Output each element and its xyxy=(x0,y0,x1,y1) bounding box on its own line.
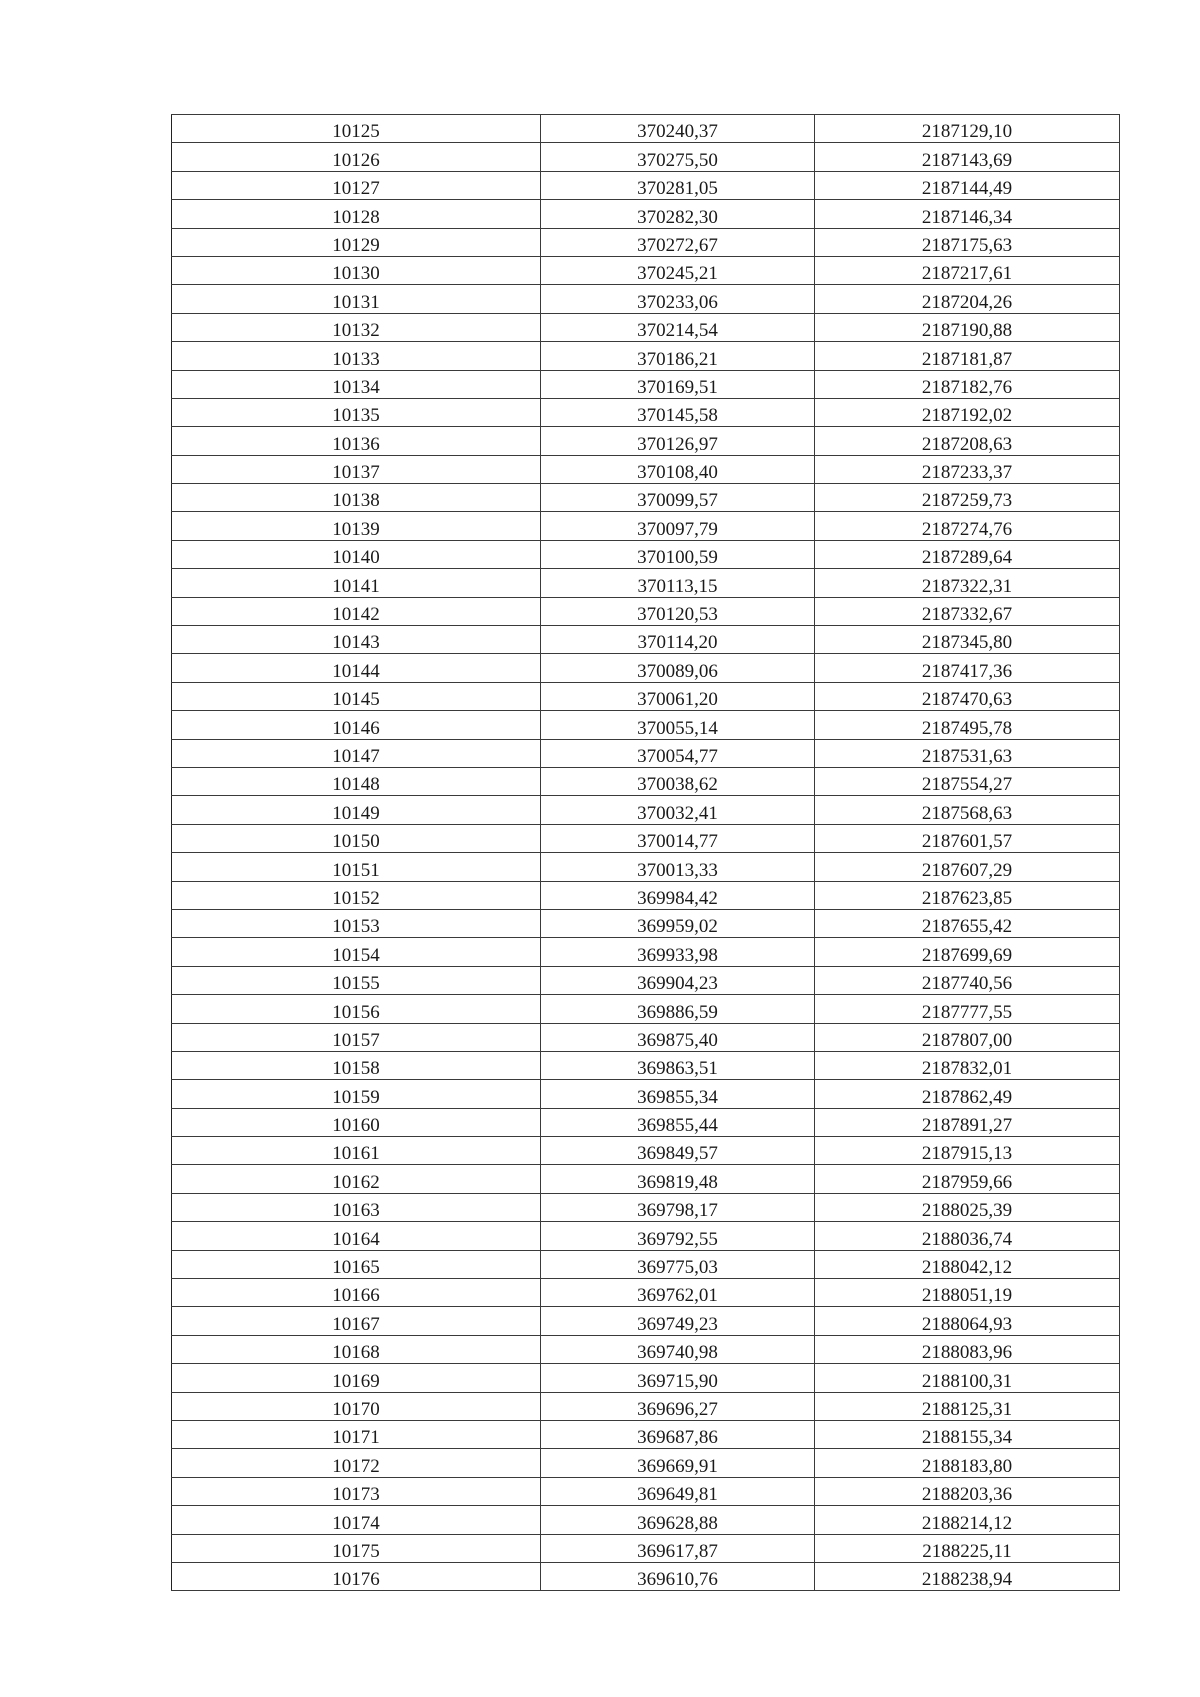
table-row xyxy=(172,1307,1120,1335)
point-number-cell: 10148 xyxy=(172,767,541,795)
y-coordinate-cell: 2188125,31 xyxy=(815,1392,1120,1420)
point-number-cell: 10135 xyxy=(172,398,541,426)
point-number-cell: 10162 xyxy=(172,1165,541,1193)
y-coordinate-cell: 2187554,27 xyxy=(815,767,1120,795)
table-row xyxy=(172,1108,1120,1136)
x-coordinate-cell: 370054,77 xyxy=(541,739,815,767)
y-coordinate-cell: 2187891,27 xyxy=(815,1108,1120,1136)
y-coordinate-cell: 2187832,01 xyxy=(815,1051,1120,1079)
table-row xyxy=(172,313,1120,341)
point-number-cell: 10145 xyxy=(172,682,541,710)
table-row xyxy=(172,995,1120,1023)
point-number-cell: 10165 xyxy=(172,1250,541,1278)
table-row xyxy=(172,1335,1120,1363)
point-number-cell: 10127 xyxy=(172,171,541,199)
table-row xyxy=(172,512,1120,540)
y-coordinate-cell: 2188051,19 xyxy=(815,1279,1120,1307)
x-coordinate-cell: 370186,21 xyxy=(541,342,815,370)
table-row xyxy=(172,1562,1120,1590)
point-number-cell: 10170 xyxy=(172,1392,541,1420)
x-coordinate-cell: 369855,44 xyxy=(541,1108,815,1136)
point-number-cell: 10155 xyxy=(172,966,541,994)
x-coordinate-cell: 370120,53 xyxy=(541,597,815,625)
table-row xyxy=(172,398,1120,426)
x-coordinate-cell: 370013,33 xyxy=(541,853,815,881)
y-coordinate-cell: 2187959,66 xyxy=(815,1165,1120,1193)
point-number-cell: 10175 xyxy=(172,1534,541,1562)
table-row xyxy=(172,540,1120,568)
y-coordinate-cell: 2187568,63 xyxy=(815,796,1120,824)
point-number-cell: 10132 xyxy=(172,313,541,341)
table-row xyxy=(172,909,1120,937)
point-number-cell: 10151 xyxy=(172,853,541,881)
point-number-cell: 10156 xyxy=(172,995,541,1023)
point-number-cell: 10157 xyxy=(172,1023,541,1051)
coordinate-table xyxy=(171,114,1120,1591)
point-number-cell: 10125 xyxy=(172,115,541,143)
table-row xyxy=(172,1222,1120,1250)
x-coordinate-cell: 369792,55 xyxy=(541,1222,815,1250)
coordinate-table-body xyxy=(172,115,1120,1591)
point-number-cell: 10174 xyxy=(172,1506,541,1534)
point-number-cell: 10130 xyxy=(172,256,541,284)
table-row xyxy=(172,1279,1120,1307)
point-number-cell: 10147 xyxy=(172,739,541,767)
y-coordinate-cell: 2187495,78 xyxy=(815,711,1120,739)
table-row xyxy=(172,285,1120,313)
table-row xyxy=(172,654,1120,682)
table-row xyxy=(172,115,1120,143)
table-row xyxy=(172,228,1120,256)
x-coordinate-cell: 370100,59 xyxy=(541,540,815,568)
point-number-cell: 10161 xyxy=(172,1137,541,1165)
table-row xyxy=(172,1165,1120,1193)
point-number-cell: 10141 xyxy=(172,569,541,597)
point-number-cell: 10167 xyxy=(172,1307,541,1335)
x-coordinate-cell: 370281,05 xyxy=(541,171,815,199)
x-coordinate-cell: 369696,27 xyxy=(541,1392,815,1420)
y-coordinate-cell: 2187129,10 xyxy=(815,115,1120,143)
y-coordinate-cell: 2187699,69 xyxy=(815,938,1120,966)
point-number-cell: 10172 xyxy=(172,1449,541,1477)
x-coordinate-cell: 369749,23 xyxy=(541,1307,815,1335)
point-number-cell: 10173 xyxy=(172,1477,541,1505)
x-coordinate-cell: 370114,20 xyxy=(541,626,815,654)
table-row xyxy=(172,200,1120,228)
point-number-cell: 10143 xyxy=(172,626,541,654)
x-coordinate-cell: 369669,91 xyxy=(541,1449,815,1477)
table-row xyxy=(172,256,1120,284)
x-coordinate-cell: 369687,86 xyxy=(541,1420,815,1448)
point-number-cell: 10166 xyxy=(172,1279,541,1307)
x-coordinate-cell: 369610,76 xyxy=(541,1562,815,1590)
table-row xyxy=(172,767,1120,795)
point-number-cell: 10159 xyxy=(172,1080,541,1108)
y-coordinate-cell: 2187175,63 xyxy=(815,228,1120,256)
y-coordinate-cell: 2188036,74 xyxy=(815,1222,1120,1250)
y-coordinate-cell: 2187192,02 xyxy=(815,398,1120,426)
x-coordinate-cell: 369849,57 xyxy=(541,1137,815,1165)
table-row xyxy=(172,626,1120,654)
point-number-cell: 10133 xyxy=(172,342,541,370)
y-coordinate-cell: 2188064,93 xyxy=(815,1307,1120,1335)
x-coordinate-cell: 369775,03 xyxy=(541,1250,815,1278)
table-row xyxy=(172,682,1120,710)
point-number-cell: 10137 xyxy=(172,455,541,483)
table-row xyxy=(172,569,1120,597)
x-coordinate-cell: 370014,77 xyxy=(541,824,815,852)
table-row xyxy=(172,966,1120,994)
x-coordinate-cell: 369628,88 xyxy=(541,1506,815,1534)
x-coordinate-cell: 369984,42 xyxy=(541,881,815,909)
point-number-cell: 10168 xyxy=(172,1335,541,1363)
y-coordinate-cell: 2187190,88 xyxy=(815,313,1120,341)
y-coordinate-cell: 2187182,76 xyxy=(815,370,1120,398)
y-coordinate-cell: 2188225,11 xyxy=(815,1534,1120,1562)
x-coordinate-cell: 370233,06 xyxy=(541,285,815,313)
y-coordinate-cell: 2188100,31 xyxy=(815,1364,1120,1392)
y-coordinate-cell: 2188214,12 xyxy=(815,1506,1120,1534)
x-coordinate-cell: 369649,81 xyxy=(541,1477,815,1505)
table-row xyxy=(172,824,1120,852)
x-coordinate-cell: 370097,79 xyxy=(541,512,815,540)
y-coordinate-cell: 2187623,85 xyxy=(815,881,1120,909)
y-coordinate-cell: 2187807,00 xyxy=(815,1023,1120,1051)
y-coordinate-cell: 2188042,12 xyxy=(815,1250,1120,1278)
point-number-cell: 10140 xyxy=(172,540,541,568)
table-row xyxy=(172,455,1120,483)
x-coordinate-cell: 370055,14 xyxy=(541,711,815,739)
x-coordinate-cell: 369886,59 xyxy=(541,995,815,1023)
x-coordinate-cell: 370108,40 xyxy=(541,455,815,483)
x-coordinate-cell: 370145,58 xyxy=(541,398,815,426)
table-row xyxy=(172,1137,1120,1165)
y-coordinate-cell: 2187345,80 xyxy=(815,626,1120,654)
y-coordinate-cell: 2187322,31 xyxy=(815,569,1120,597)
point-number-cell: 10152 xyxy=(172,881,541,909)
point-number-cell: 10158 xyxy=(172,1051,541,1079)
y-coordinate-cell: 2187181,87 xyxy=(815,342,1120,370)
table-row xyxy=(172,370,1120,398)
x-coordinate-cell: 370113,15 xyxy=(541,569,815,597)
x-coordinate-cell: 369863,51 xyxy=(541,1051,815,1079)
table-row xyxy=(172,597,1120,625)
x-coordinate-cell: 370099,57 xyxy=(541,484,815,512)
table-row xyxy=(172,1449,1120,1477)
x-coordinate-cell: 369798,17 xyxy=(541,1193,815,1221)
point-number-cell: 10171 xyxy=(172,1420,541,1448)
y-coordinate-cell: 2187217,61 xyxy=(815,256,1120,284)
y-coordinate-cell: 2187274,76 xyxy=(815,512,1120,540)
table-row xyxy=(172,711,1120,739)
x-coordinate-cell: 370214,54 xyxy=(541,313,815,341)
point-number-cell: 10150 xyxy=(172,824,541,852)
y-coordinate-cell: 2187915,13 xyxy=(815,1137,1120,1165)
point-number-cell: 10142 xyxy=(172,597,541,625)
table-row xyxy=(172,1420,1120,1448)
table-row xyxy=(172,171,1120,199)
table-row xyxy=(172,1534,1120,1562)
y-coordinate-cell: 2188183,80 xyxy=(815,1449,1120,1477)
point-number-cell: 10128 xyxy=(172,200,541,228)
x-coordinate-cell: 370169,51 xyxy=(541,370,815,398)
x-coordinate-cell: 369959,02 xyxy=(541,909,815,937)
point-number-cell: 10136 xyxy=(172,427,541,455)
point-number-cell: 10144 xyxy=(172,654,541,682)
x-coordinate-cell: 370032,41 xyxy=(541,796,815,824)
x-coordinate-cell: 369762,01 xyxy=(541,1279,815,1307)
y-coordinate-cell: 2187144,49 xyxy=(815,171,1120,199)
y-coordinate-cell: 2187233,37 xyxy=(815,455,1120,483)
table-row xyxy=(172,143,1120,171)
x-coordinate-cell: 370061,20 xyxy=(541,682,815,710)
table-row xyxy=(172,881,1120,909)
table-row xyxy=(172,938,1120,966)
x-coordinate-cell: 369904,23 xyxy=(541,966,815,994)
y-coordinate-cell: 2187289,64 xyxy=(815,540,1120,568)
table-row xyxy=(172,1364,1120,1392)
x-coordinate-cell: 370245,21 xyxy=(541,256,815,284)
point-number-cell: 10164 xyxy=(172,1222,541,1250)
table-row xyxy=(172,1023,1120,1051)
x-coordinate-cell: 369715,90 xyxy=(541,1364,815,1392)
y-coordinate-cell: 2187862,49 xyxy=(815,1080,1120,1108)
table-row xyxy=(172,1051,1120,1079)
x-coordinate-cell: 369617,87 xyxy=(541,1534,815,1562)
y-coordinate-cell: 2187332,67 xyxy=(815,597,1120,625)
x-coordinate-cell: 370126,97 xyxy=(541,427,815,455)
x-coordinate-cell: 370240,37 xyxy=(541,115,815,143)
y-coordinate-cell: 2187531,63 xyxy=(815,739,1120,767)
x-coordinate-cell: 370089,06 xyxy=(541,654,815,682)
y-coordinate-cell: 2187601,57 xyxy=(815,824,1120,852)
y-coordinate-cell: 2187740,56 xyxy=(815,966,1120,994)
y-coordinate-cell: 2188155,34 xyxy=(815,1420,1120,1448)
point-number-cell: 10129 xyxy=(172,228,541,256)
table-row xyxy=(172,853,1120,881)
table-row xyxy=(172,342,1120,370)
point-number-cell: 10134 xyxy=(172,370,541,398)
table-row xyxy=(172,1392,1120,1420)
x-coordinate-cell: 369875,40 xyxy=(541,1023,815,1051)
y-coordinate-cell: 2187143,69 xyxy=(815,143,1120,171)
point-number-cell: 10138 xyxy=(172,484,541,512)
table-row xyxy=(172,1250,1120,1278)
x-coordinate-cell: 369933,98 xyxy=(541,938,815,966)
point-number-cell: 10153 xyxy=(172,909,541,937)
x-coordinate-cell: 369819,48 xyxy=(541,1165,815,1193)
y-coordinate-cell: 2187204,26 xyxy=(815,285,1120,313)
y-coordinate-cell: 2187470,63 xyxy=(815,682,1120,710)
y-coordinate-cell: 2187607,29 xyxy=(815,853,1120,881)
y-coordinate-cell: 2187208,63 xyxy=(815,427,1120,455)
y-coordinate-cell: 2187259,73 xyxy=(815,484,1120,512)
point-number-cell: 10154 xyxy=(172,938,541,966)
point-number-cell: 10160 xyxy=(172,1108,541,1136)
table-row xyxy=(172,1477,1120,1505)
y-coordinate-cell: 2187655,42 xyxy=(815,909,1120,937)
y-coordinate-cell: 2187146,34 xyxy=(815,200,1120,228)
x-coordinate-cell: 370272,67 xyxy=(541,228,815,256)
y-coordinate-cell: 2188238,94 xyxy=(815,1562,1120,1590)
point-number-cell: 10139 xyxy=(172,512,541,540)
table-row xyxy=(172,739,1120,767)
point-number-cell: 10131 xyxy=(172,285,541,313)
point-number-cell: 10149 xyxy=(172,796,541,824)
table-row xyxy=(172,1080,1120,1108)
table-row xyxy=(172,796,1120,824)
x-coordinate-cell: 369855,34 xyxy=(541,1080,815,1108)
x-coordinate-cell: 369740,98 xyxy=(541,1335,815,1363)
point-number-cell: 10126 xyxy=(172,143,541,171)
x-coordinate-cell: 370275,50 xyxy=(541,143,815,171)
point-number-cell: 10169 xyxy=(172,1364,541,1392)
point-number-cell: 10163 xyxy=(172,1193,541,1221)
y-coordinate-cell: 2187777,55 xyxy=(815,995,1120,1023)
y-coordinate-cell: 2188203,36 xyxy=(815,1477,1120,1505)
table-row xyxy=(172,1193,1120,1221)
y-coordinate-cell: 2188083,96 xyxy=(815,1335,1120,1363)
table-row xyxy=(172,1506,1120,1534)
point-number-cell: 10176 xyxy=(172,1562,541,1590)
x-coordinate-cell: 370282,30 xyxy=(541,200,815,228)
point-number-cell: 10146 xyxy=(172,711,541,739)
y-coordinate-cell: 2188025,39 xyxy=(815,1193,1120,1221)
table-row xyxy=(172,427,1120,455)
x-coordinate-cell: 370038,62 xyxy=(541,767,815,795)
table-row xyxy=(172,484,1120,512)
y-coordinate-cell: 2187417,36 xyxy=(815,654,1120,682)
